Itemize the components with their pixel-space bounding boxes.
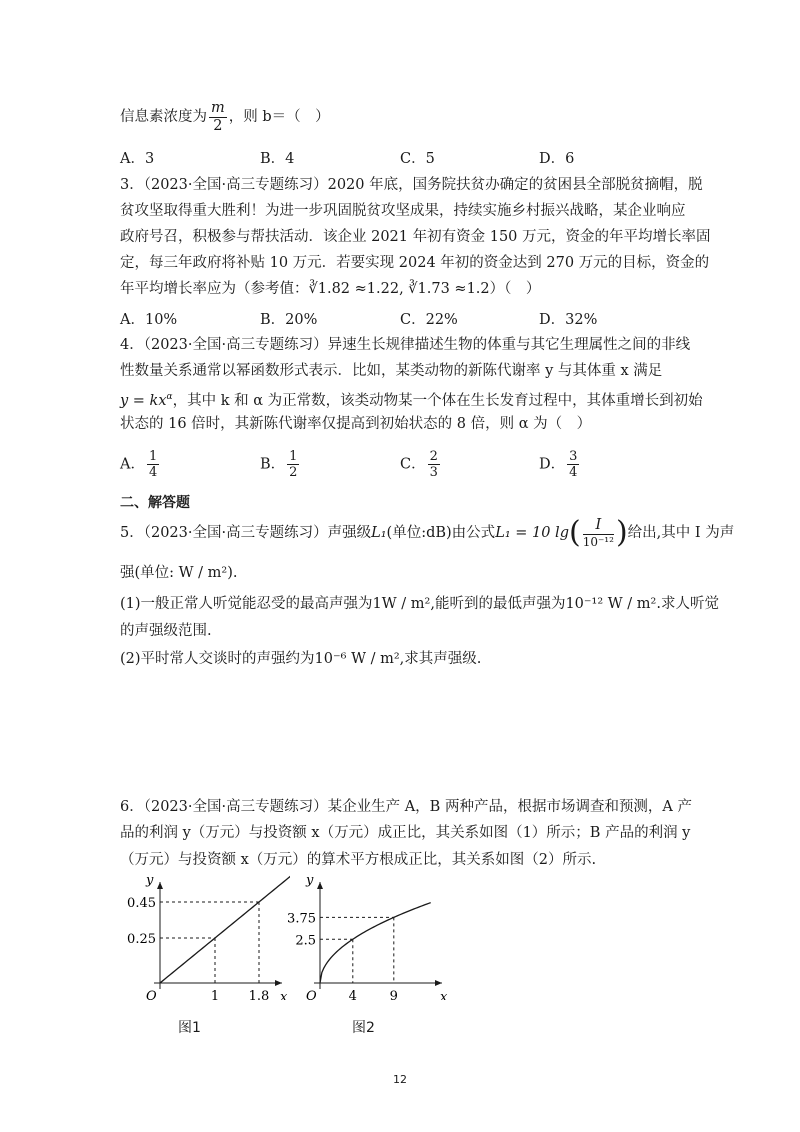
q4-line-3 — [120, 386, 703, 412]
q5-formula-fraction — [583, 518, 614, 548]
q3-option-b[interactable]: B．20% — [260, 312, 318, 328]
left-paren: ( — [568, 515, 581, 550]
q3-line-4: 定，每三年政府将补贴 10 万元．若要实现 2024 年初的资金达到 270 万元的目标，资金的 — [120, 255, 710, 271]
x-tick-label: 4 — [348, 989, 357, 1000]
y-tick-label: 0.25 — [127, 932, 156, 947]
q2-options — [120, 147, 720, 171]
q4-option-a[interactable] — [120, 450, 161, 479]
option-label: B． — [260, 456, 286, 473]
q3-option-a[interactable]: A．10% — [120, 312, 178, 328]
right-paren: ) — [615, 515, 628, 550]
option-fraction — [567, 450, 579, 479]
q5-unit-text: (单位:dB)由公式 — [386, 525, 496, 541]
x-tick-label: 1 — [210, 989, 220, 1000]
fraction-denominator: 4 — [569, 465, 578, 480]
x-tick-label: 9 — [389, 989, 398, 1000]
q2-option-a[interactable]: A．3 — [120, 151, 155, 167]
q4-formula: y = kx — [120, 393, 167, 409]
q6-line-2: 品的利润 y（万元）与投资额 x（万元）成正比，其关系如图（1）所示；B 产品的利润 y — [120, 825, 691, 841]
q5-sub1-line-2: 的声强级范围. — [120, 623, 212, 639]
q3-option-c[interactable]: C．22% — [400, 312, 458, 328]
fraction-denominator: 2 — [213, 117, 223, 134]
fraction-numerator: 1 — [148, 449, 158, 464]
fraction-numerator: m — [211, 100, 225, 116]
fraction-denominator: 3 — [429, 465, 438, 480]
y-axis-label: y — [146, 873, 154, 888]
q2-option-b[interactable]: B．4 — [260, 151, 295, 167]
q5-line-1 — [120, 515, 734, 551]
q2-tail-question: ，则 b＝（ ） — [228, 109, 330, 125]
fraction-m-over-2 — [209, 101, 227, 133]
fraction-denominator: 2 — [289, 465, 298, 480]
q2-option-c[interactable]: C．5 — [400, 151, 435, 167]
y-tick-label: 3.75 — [287, 911, 316, 927]
q2-tail — [120, 101, 330, 133]
option-fraction — [428, 450, 440, 479]
option-fraction — [147, 450, 159, 479]
figure-2-chart — [280, 870, 450, 1000]
fraction-numerator: 2 — [429, 449, 438, 464]
q4-line-2: 性数量关系通常以幂函数形式表示．比如，某类动物的新陈代谢率 y 与其体重 x 满足 — [120, 363, 663, 379]
section-heading-answers: 二、解答题 — [120, 495, 190, 511]
q3-ref-label: 年平均增长率应为（参考值： — [120, 281, 309, 297]
figure-1-chart — [120, 870, 290, 1000]
q3-question-end: ）（ ） — [489, 281, 541, 297]
fraction-numerator: I — [583, 518, 614, 535]
y-axis-arrow — [317, 882, 323, 889]
q3-options — [120, 308, 720, 332]
q3-line-2: 贫攻坚取得重大胜利！为进一步巩固脱贫攻坚成果，持续实施乡村振兴战略，某企业响应 — [120, 203, 686, 219]
q6-line-3: （万元）与投资额 x（万元）的算术平方根成正比，其关系如图（2）所示. — [120, 852, 597, 868]
q3-line-5 — [120, 278, 540, 300]
q4-line-4: 状态的 16 倍时，其新陈代谢率仅提高到初始状态的 8 倍，则 α 为（ ） — [120, 416, 592, 432]
origin-label: O — [306, 989, 317, 1000]
q3-ref-values: ∛1.82 ≈1.22, ∛1.73 ≈1.2 — [308, 281, 490, 297]
option-label: D． — [539, 456, 566, 473]
q5-line-1-end: 给出,其中 I 为声 — [627, 525, 735, 541]
q4-option-c[interactable] — [400, 450, 442, 479]
fraction-denominator: 4 — [148, 465, 158, 480]
y-axis-label: y — [306, 873, 314, 888]
q5-line-2: 强(单位: W / m²). — [120, 565, 238, 581]
fraction-numerator: 1 — [289, 449, 298, 464]
origin-label: O — [146, 989, 157, 1000]
option-fraction — [287, 450, 299, 479]
option-label: C． — [400, 456, 426, 473]
y-axis-arrow — [157, 882, 163, 889]
x-tick-label: 1.8 — [248, 989, 270, 1000]
data-curve — [160, 870, 290, 983]
q6-line-1: 6．（2023·全国·高三专题练习）某企业生产 A，B 两种产品，根据市场调查和预测，A 产 — [120, 799, 693, 815]
fraction-denominator: 10⁻¹² — [582, 534, 614, 549]
x-axis-label: x — [280, 990, 288, 1000]
page-number: 12 — [393, 1073, 407, 1086]
q5-sub2: (2)平时常人交谈时的声强约为10⁻⁶ W / m²,求其声强级. — [120, 651, 482, 667]
q4-line-3-text: ，其中 k 和 α 为正常数，该类动物某一个体在生长发育过程中，其体重增长到初始 — [172, 393, 703, 409]
x-axis-arrow — [435, 980, 442, 986]
q5-intro: 5．（2023·全国·高三专题练习）声强级 — [120, 525, 372, 541]
q3-option-d[interactable]: D．32% — [539, 312, 598, 328]
q4-option-d[interactable] — [539, 450, 581, 479]
fraction-numerator: 3 — [569, 449, 578, 464]
q3-line-1: 3．（2023·全国·高三专题练习）2020 年底，国务院扶贫办确定的贫困县全部脱贫摘帽，脱 — [120, 177, 703, 193]
figure-1-caption: 图1 — [178, 1020, 201, 1036]
y-tick-label: 0.45 — [127, 896, 156, 911]
q5-sub1-line-1: (1)一般正常人听觉能忍受的最高声强为1W / m²,能听到的最低声强为10⁻¹² W / m².求人听觉 — [120, 596, 719, 612]
x-axis-label: x — [440, 990, 448, 1000]
q5-symbol-l1: L₁ — [371, 525, 387, 541]
q5-formula-lhs: L₁ = 10 lg — [495, 525, 569, 541]
q4-formula-exponent: α — [166, 392, 173, 402]
q4-option-b[interactable] — [260, 450, 301, 479]
q4-line-1: 4．（2023·全国·高三专题练习）异速生长规律描述生物的体重与其它生理属性之间的非线 — [120, 337, 691, 353]
data-curve — [320, 903, 431, 983]
q2-option-d[interactable]: D．6 — [539, 151, 575, 167]
option-label: A． — [120, 456, 145, 473]
q2-tail-text: 信息素浓度为 — [120, 109, 207, 125]
q4-options — [120, 450, 720, 484]
q3-line-3: 政府号召，积极参与帮扶活动．该企业 2021 年初有资金 150 万元，资金的年平均增长率固 — [120, 229, 711, 245]
y-tick-label: 2.5 — [295, 933, 316, 949]
figure-2-caption: 图2 — [352, 1020, 375, 1036]
